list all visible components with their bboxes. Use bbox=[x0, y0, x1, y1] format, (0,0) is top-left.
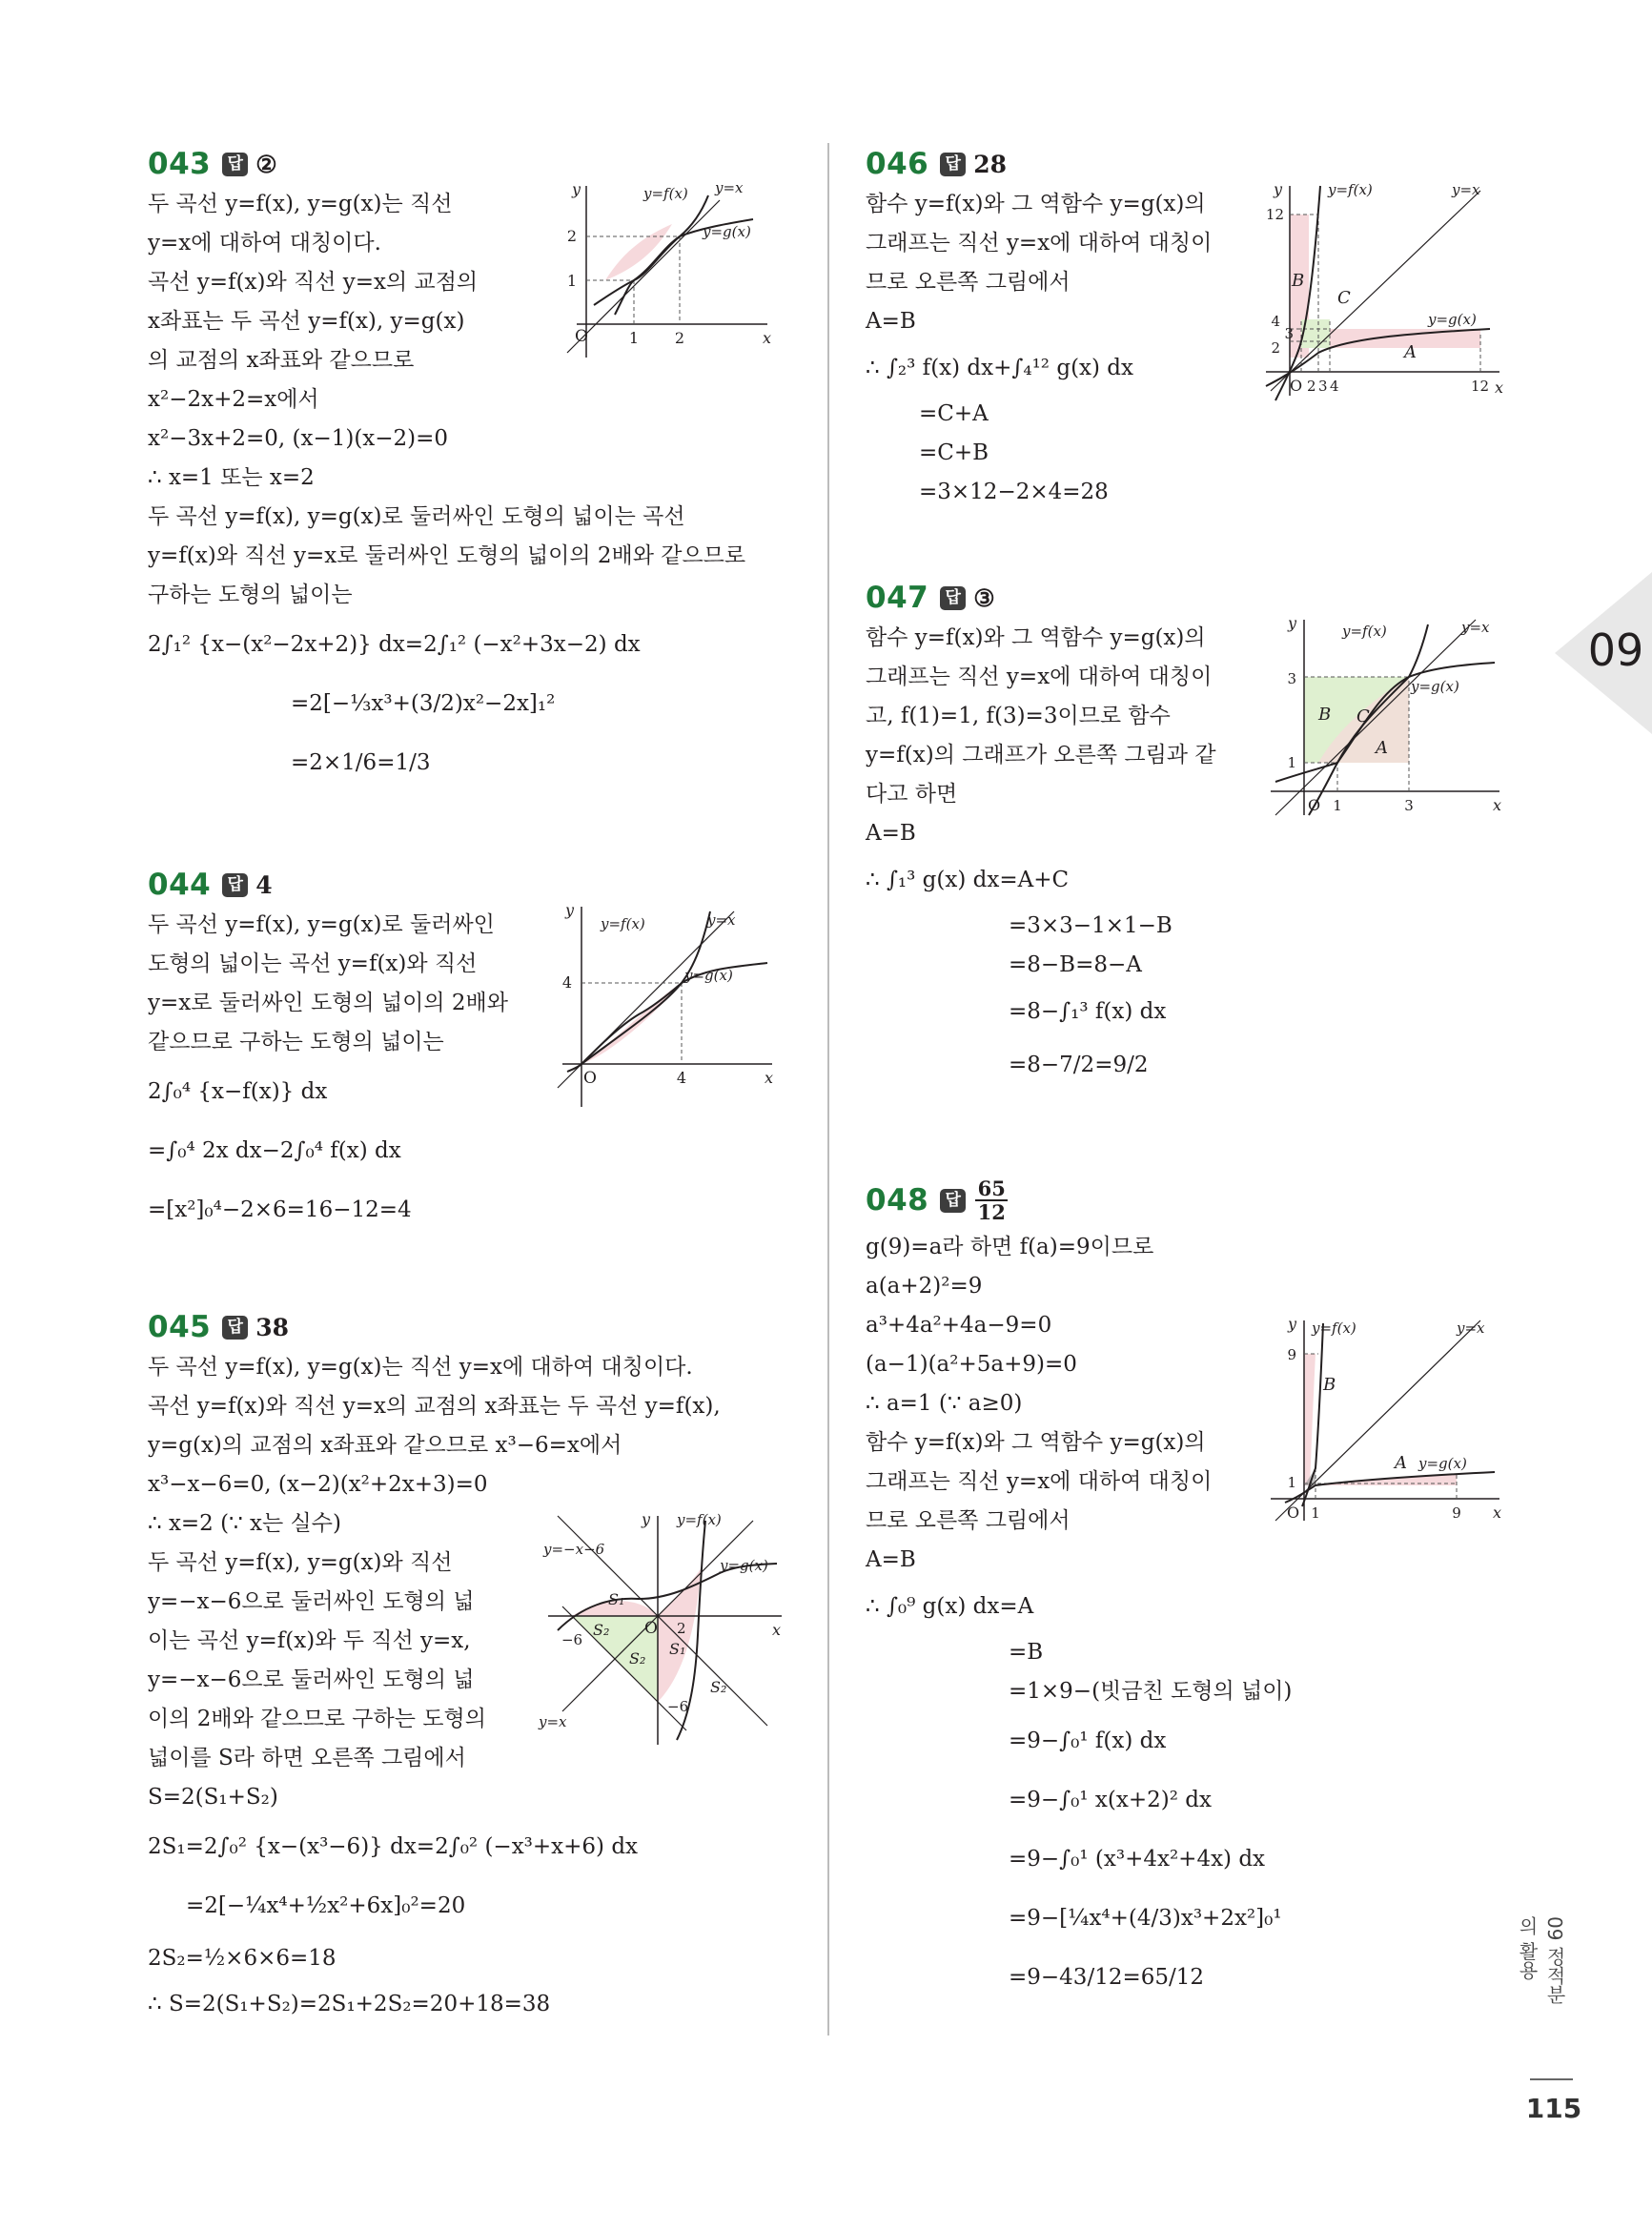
answer-fraction bbox=[975, 1177, 1008, 1223]
svg-text:O: O bbox=[1287, 1504, 1300, 1522]
svg-text:S₂: S₂ bbox=[629, 1649, 646, 1667]
answer-tag: 답 bbox=[222, 873, 248, 897]
solution-line: S=2(S₁+S₂) bbox=[148, 1785, 278, 1810]
problem-048 bbox=[866, 1173, 1514, 2007]
solution-line: =9−∫₀¹ x(x+2)² dx bbox=[1009, 1788, 1212, 1812]
graph-046 bbox=[1261, 181, 1514, 410]
svg-text:y=g(x): y=g(x) bbox=[703, 223, 751, 240]
problem-number: 048 bbox=[866, 1183, 929, 1217]
answer: 38 bbox=[255, 1313, 290, 1341]
solution-line: ∴ ∫₁³ g(x) dx=A+C bbox=[866, 868, 1070, 892]
svg-text:1: 1 bbox=[628, 329, 640, 347]
solution-line: =C+A bbox=[919, 401, 989, 426]
solution-line: 이는 곡선 y=f(x)와 두 직선 y=x, bbox=[148, 1628, 471, 1653]
solution-line: y=−x−6으로 둘러싸인 도형의 넓 bbox=[148, 1667, 475, 1692]
column-divider bbox=[827, 143, 829, 2036]
svg-text:9: 9 bbox=[1452, 1504, 1461, 1522]
svg-text:S₂: S₂ bbox=[593, 1621, 610, 1639]
svg-text:y: y bbox=[641, 1511, 650, 1528]
graph-047 bbox=[1266, 615, 1504, 820]
svg-text:y=g(x): y=g(x) bbox=[720, 1557, 768, 1574]
solution-line: 두 곡선 y=f(x), y=g(x)와 직선 bbox=[148, 1550, 453, 1575]
answer-tag: 답 bbox=[222, 1316, 248, 1340]
svg-text:C: C bbox=[1337, 288, 1351, 308]
solution-line: y=−x−6으로 둘러싸인 도형의 넓 bbox=[148, 1589, 475, 1614]
solution-line: y=x에 대하여 대칭이다. bbox=[148, 231, 381, 256]
svg-text:−6: −6 bbox=[667, 1698, 689, 1715]
svg-text:3: 3 bbox=[1287, 670, 1296, 687]
svg-text:y: y bbox=[1273, 181, 1282, 198]
solution-line: =8−7/2=9/2 bbox=[1009, 1053, 1149, 1077]
svg-text:x: x bbox=[772, 1621, 782, 1639]
svg-text:y=f(x): y=f(x) bbox=[1342, 623, 1387, 640]
solution-line: =C+B bbox=[919, 440, 989, 465]
solution-line: =2[−¼x⁴+½x²+6x]₀²=20 bbox=[186, 1893, 466, 1918]
solution-line: 2∫₀⁴ {x−f(x)} dx bbox=[148, 1079, 328, 1104]
solution-line: 구하는 도형의 넓이는 bbox=[148, 583, 353, 607]
svg-text:A: A bbox=[1404, 342, 1417, 362]
solution-line: 그래프는 직선 y=x에 대하여 대칭이 bbox=[866, 1469, 1213, 1494]
svg-text:x: x bbox=[765, 1069, 774, 1087]
svg-text:2: 2 bbox=[566, 227, 577, 245]
svg-text:x: x bbox=[1493, 1504, 1502, 1522]
solution-line: 다고 하면 bbox=[866, 782, 958, 807]
svg-text:y=f(x): y=f(x) bbox=[1312, 1320, 1356, 1337]
svg-text:A: A bbox=[1395, 1453, 1407, 1473]
solution-line: A=B bbox=[866, 1547, 916, 1572]
solution-line: 므로 오른쪽 그림에서 bbox=[866, 1508, 1071, 1533]
solution-line: 2∫₁² {x−(x²−2x+2)} dx=2∫₁² (−x²+3x−2) dx bbox=[148, 632, 641, 657]
svg-text:9: 9 bbox=[1287, 1346, 1296, 1363]
chapter-tab bbox=[1538, 572, 1652, 734]
svg-text:−6: −6 bbox=[561, 1631, 583, 1648]
solution-line: x²−2x+2=x에서 bbox=[148, 387, 319, 412]
solution-line: ∴ x=1 또는 x=2 bbox=[148, 465, 315, 490]
answer: ③ bbox=[973, 583, 995, 612]
solution-line: a(a+2)²=9 bbox=[866, 1274, 983, 1299]
svg-text:y=f(x): y=f(x) bbox=[601, 915, 645, 932]
solution-line: 넓이를 S라 하면 오른쪽 그림에서 bbox=[148, 1746, 466, 1770]
solution-line: 두 곡선 y=f(x), y=g(x)는 직선 bbox=[148, 192, 453, 216]
svg-text:3: 3 bbox=[1284, 325, 1294, 342]
svg-text:C: C bbox=[1356, 706, 1370, 726]
svg-text:y=g(x): y=g(x) bbox=[684, 967, 733, 984]
svg-text:y=f(x): y=f(x) bbox=[643, 185, 688, 202]
problem-number: 043 bbox=[148, 147, 212, 181]
svg-text:y: y bbox=[1287, 1316, 1296, 1333]
problem-number: 046 bbox=[866, 147, 929, 181]
solution-line: =9−∫₀¹ f(x) dx bbox=[1009, 1729, 1167, 1753]
svg-text:y: y bbox=[564, 902, 574, 919]
svg-text:y=f(x): y=f(x) bbox=[1328, 181, 1373, 198]
svg-text:y=−x−6: y=−x−6 bbox=[543, 1541, 605, 1558]
svg-text:y=f(x): y=f(x) bbox=[677, 1511, 722, 1528]
svg-text:y=g(x): y=g(x) bbox=[1418, 1455, 1467, 1472]
svg-text:y=g(x): y=g(x) bbox=[1428, 311, 1477, 328]
solution-line: 두 곡선 y=f(x), y=g(x)로 둘러싸인 도형의 넓이는 곡선 bbox=[148, 504, 685, 529]
solution-line: g(9)=a라 하면 f(a)=9이므로 bbox=[866, 1235, 1154, 1259]
solution-line: 같으므로 구하는 도형의 넓이는 bbox=[148, 1030, 444, 1054]
solution-line: ∴ a=1 (∵ a≥0) bbox=[866, 1391, 1023, 1416]
solution-line: =8−∫₁³ f(x) dx bbox=[1009, 999, 1167, 1024]
problem-047 bbox=[866, 577, 1514, 1092]
answer-tag: 답 bbox=[940, 153, 966, 176]
solution-line: =[x²]₀⁴−2×6=16−12=4 bbox=[148, 1197, 412, 1222]
svg-text:2: 2 bbox=[1307, 378, 1316, 395]
chapter-title: 09 정적분의 활용 bbox=[1516, 1916, 1566, 2004]
svg-text:2: 2 bbox=[1271, 339, 1280, 357]
answer: 4 bbox=[255, 870, 273, 899]
solution-line: =1×9−(빗금친 도형의 넓이) bbox=[1009, 1679, 1293, 1704]
solution-line: 함수 y=f(x)와 그 역함수 y=g(x)의 bbox=[866, 1430, 1206, 1455]
svg-text:1: 1 bbox=[1311, 1504, 1320, 1522]
svg-text:O: O bbox=[583, 1069, 597, 1088]
svg-text:y=x: y=x bbox=[1461, 619, 1490, 636]
problem-044 bbox=[148, 864, 796, 1239]
svg-text:B: B bbox=[1292, 271, 1305, 291]
svg-text:2: 2 bbox=[677, 1620, 686, 1637]
solution-line: 의 교점의 x좌표와 같으므로 bbox=[148, 348, 415, 373]
solution-line: =2[−⅓x³+(3/2)x²−2x]₁² bbox=[291, 691, 556, 716]
graph-044 bbox=[553, 902, 782, 1112]
solution-line: 함수 y=f(x)와 그 역함수 y=g(x)의 bbox=[866, 192, 1206, 216]
graph-045 bbox=[534, 1511, 791, 1749]
solution-line: =3×3−1×1−B bbox=[1009, 913, 1173, 938]
svg-text:y=x: y=x bbox=[539, 1713, 567, 1730]
svg-text:y=x: y=x bbox=[707, 911, 736, 929]
answer-denominator: 12 bbox=[977, 1200, 1006, 1224]
solution-line: 함수 y=f(x)와 그 역함수 y=g(x)의 bbox=[866, 625, 1206, 650]
solution-line: 고, f(1)=1, f(3)=3이므로 함수 bbox=[866, 704, 1171, 728]
solution-line: y=f(x)의 그래프가 오른쪽 그림과 같 bbox=[866, 743, 1216, 767]
solution-line: 두 곡선 y=f(x), y=g(x)로 둘러싸인 bbox=[148, 912, 495, 937]
solution-line: =8−B=8−A bbox=[1009, 952, 1142, 977]
solution-line: ∴ ∫₀⁹ g(x) dx=A bbox=[866, 1594, 1034, 1619]
svg-text:y: y bbox=[1287, 615, 1296, 632]
solution-line: =9−[¼x⁴+(4/3)x³+2x²]₀¹ bbox=[1009, 1906, 1282, 1931]
svg-text:x: x bbox=[763, 329, 772, 347]
solution-line: A=B bbox=[866, 309, 916, 334]
solution-line: y=x로 둘러싸인 도형의 넓이의 2배와 bbox=[148, 991, 508, 1015]
svg-text:x: x bbox=[1493, 796, 1502, 814]
answer-tag: 답 bbox=[940, 586, 966, 610]
svg-text:2: 2 bbox=[674, 329, 685, 347]
svg-text:4: 4 bbox=[676, 1069, 687, 1087]
answer-numerator: 65 bbox=[977, 1176, 1006, 1200]
svg-text:1: 1 bbox=[1333, 797, 1342, 814]
answer-tag: 답 bbox=[940, 1189, 966, 1213]
solution-line: ∴ ∫₂³ f(x) dx+∫₄¹² g(x) dx bbox=[866, 356, 1133, 380]
solution-line: 도형의 넓이는 곡선 y=f(x)와 직선 bbox=[148, 951, 478, 976]
svg-text:S₁: S₁ bbox=[669, 1640, 686, 1658]
chapter-badge: 09 bbox=[1587, 624, 1644, 676]
svg-text:O: O bbox=[1308, 796, 1321, 814]
solution-line: y=g(x)의 교점의 x좌표와 같으므로 x³−6=x에서 bbox=[148, 1433, 622, 1458]
solution-line: (a−1)(a²+5a+9)=0 bbox=[866, 1352, 1077, 1377]
footer-rule bbox=[1530, 2078, 1573, 2080]
solution-line: a³+4a²+4a−9=0 bbox=[866, 1313, 1052, 1338]
solution-line: 곡선 y=f(x)와 직선 y=x의 교점의 x좌표는 두 곡선 y=f(x), bbox=[148, 1394, 721, 1419]
problem-046 bbox=[866, 143, 1514, 512]
problem-043 bbox=[148, 143, 796, 792]
solution-line: 그래프는 직선 y=x에 대하여 대칭이 bbox=[866, 231, 1213, 256]
solution-line: 곡선 y=f(x)와 직선 y=x의 교점의 bbox=[148, 270, 479, 295]
svg-text:B: B bbox=[1318, 705, 1332, 725]
svg-text:S₁: S₁ bbox=[608, 1590, 625, 1608]
graph-048 bbox=[1266, 1316, 1504, 1525]
solution-line: 이의 2배와 같으므로 구하는 도형의 bbox=[148, 1707, 486, 1731]
svg-text:4: 4 bbox=[1330, 378, 1339, 395]
svg-text:3: 3 bbox=[1318, 378, 1328, 395]
svg-text:S₂: S₂ bbox=[710, 1678, 727, 1696]
solution-line: 두 곡선 y=f(x), y=g(x)는 직선 y=x에 대하여 대칭이다. bbox=[148, 1355, 693, 1380]
svg-text:y=x: y=x bbox=[1452, 181, 1480, 198]
solution-line: 므로 오른쪽 그림에서 bbox=[866, 270, 1071, 295]
svg-text:O: O bbox=[575, 327, 588, 346]
svg-text:A: A bbox=[1376, 738, 1388, 758]
solution-line: x좌표는 두 곡선 y=f(x), y=g(x) bbox=[148, 309, 465, 334]
svg-text:x: x bbox=[1495, 378, 1504, 397]
svg-text:4: 4 bbox=[561, 973, 572, 992]
svg-text:O: O bbox=[644, 1619, 658, 1638]
solution-line: =B bbox=[1009, 1640, 1044, 1665]
answer: 28 bbox=[973, 150, 1008, 178]
svg-text:1: 1 bbox=[1287, 1474, 1296, 1491]
answer: ② bbox=[255, 150, 277, 178]
svg-text:1: 1 bbox=[566, 272, 577, 290]
solution-line: ∴ x=2 (∵ x는 실수) bbox=[148, 1511, 341, 1536]
solution-line: =9−43/12=65/12 bbox=[1009, 1965, 1205, 1990]
solution-line: x³−x−6=0, (x−2)(x²+2x+3)=0 bbox=[148, 1472, 488, 1497]
solution-line: 2S₂=½×6×6=18 bbox=[148, 1946, 337, 1971]
solution-line: 그래프는 직선 y=x에 대하여 대칭이 bbox=[866, 665, 1213, 689]
solution-line: 2S₁=2∫₀² {x−(x³−6)} dx=2∫₀² (−x³+x+6) dx bbox=[148, 1834, 639, 1859]
solution-line: =3×12−2×4=28 bbox=[919, 480, 1109, 504]
answer-tag: 답 bbox=[222, 153, 248, 176]
svg-text:3: 3 bbox=[1404, 797, 1414, 814]
svg-text:y=g(x): y=g(x) bbox=[1411, 678, 1459, 695]
problem-number: 047 bbox=[866, 581, 929, 615]
svg-text:y=x: y=x bbox=[715, 181, 744, 196]
svg-text:y: y bbox=[571, 181, 581, 198]
svg-text:12: 12 bbox=[1471, 378, 1490, 395]
svg-text:1: 1 bbox=[1287, 754, 1296, 771]
solution-line: A=B bbox=[866, 821, 916, 846]
page-number: 115 bbox=[1525, 2093, 1582, 2124]
svg-text:y=x: y=x bbox=[1457, 1320, 1485, 1337]
solution-line: =∫₀⁴ 2x dx−2∫₀⁴ f(x) dx bbox=[148, 1138, 401, 1163]
solution-line: y=f(x)와 직선 y=x로 둘러싸인 도형의 넓이의 2배와 같으므로 bbox=[148, 543, 746, 568]
graph-043 bbox=[548, 181, 777, 362]
solution-line: =9−∫₀¹ (x³+4x²+4x) dx bbox=[1009, 1847, 1266, 1872]
svg-text:4: 4 bbox=[1271, 313, 1280, 330]
problem-number: 044 bbox=[148, 868, 212, 902]
solution-line: =2×1/6=1/3 bbox=[291, 750, 431, 775]
solution-line: x²−3x+2=0, (x−1)(x−2)=0 bbox=[148, 426, 449, 451]
problem-number: 045 bbox=[148, 1310, 212, 1344]
svg-text:12: 12 bbox=[1265, 206, 1284, 223]
solution-line: ∴ S=2(S₁+S₂)=2S₁+2S₂=20+18=38 bbox=[148, 1992, 551, 2016]
svg-text:O: O bbox=[1290, 377, 1303, 395]
problem-045 bbox=[148, 1306, 796, 2027]
svg-text:B: B bbox=[1323, 1375, 1336, 1395]
